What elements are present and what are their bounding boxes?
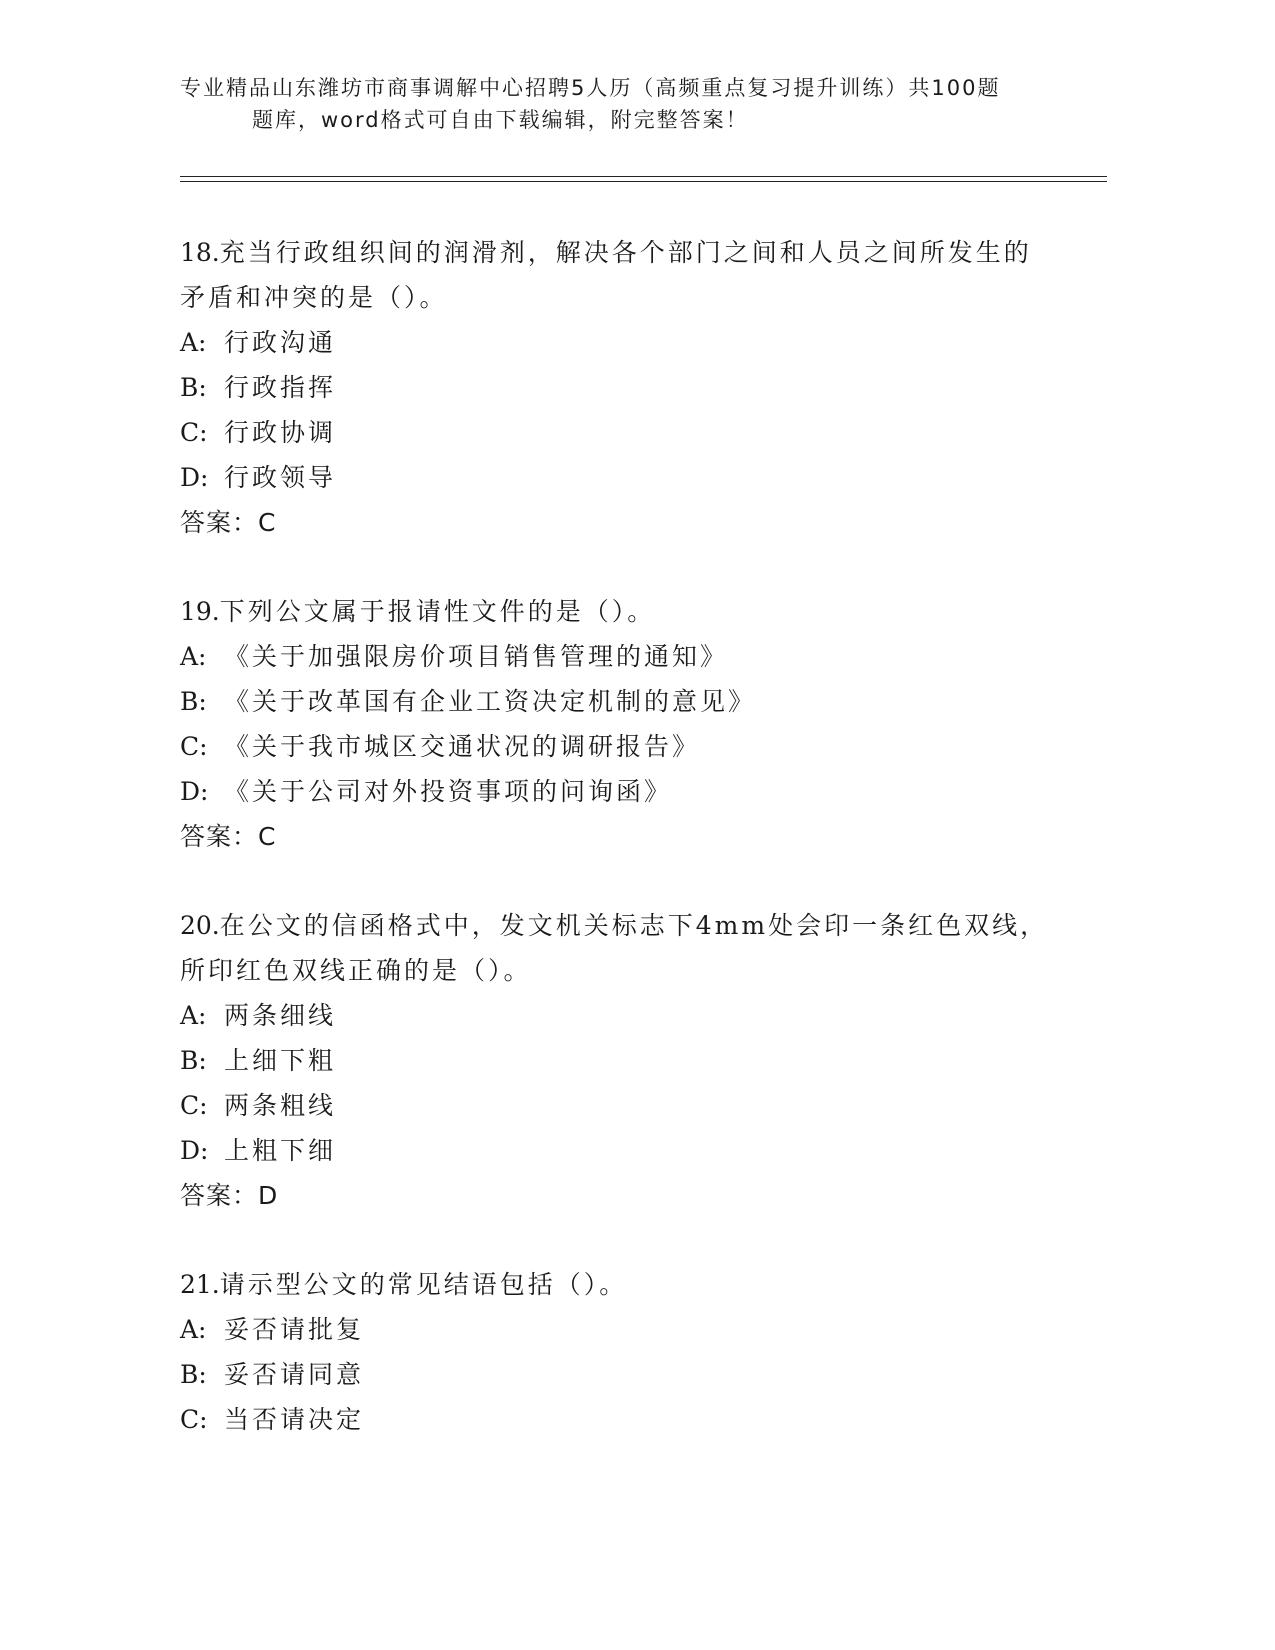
option-label: A: xyxy=(180,1001,207,1030)
option-a xyxy=(180,1307,1060,1352)
option-text: 当否请决定 xyxy=(224,1405,365,1434)
option-a xyxy=(180,320,1060,365)
option-b xyxy=(180,1038,1060,1083)
option-text: 《关于我市城区交通状况的调研报告》 xyxy=(224,732,701,761)
option-text: 行政沟通 xyxy=(224,328,337,357)
question-18 xyxy=(180,230,1060,545)
option-label: C: xyxy=(180,1091,208,1120)
option-text: 行政指挥 xyxy=(224,373,337,402)
option-label: D: xyxy=(180,463,209,492)
question-stem-line-1: 充当行政组织间的润滑剂，解决各个部门之间和人员之间所发生的 xyxy=(219,238,1032,267)
question-19 xyxy=(180,589,1060,859)
option-text: 妥否请批复 xyxy=(224,1315,365,1344)
option-text: 两条细线 xyxy=(224,1001,337,1030)
question-number: 21. xyxy=(180,1270,220,1299)
question-stem-line-2: 所印红色双线正确的是（）。 xyxy=(180,956,532,985)
option-a xyxy=(180,634,1060,679)
header-title-line-2: 题库，word格式可自由下载编辑，附完整答案！ xyxy=(252,108,749,132)
option-text: 《关于改革国有企业工资决定机制的意见》 xyxy=(224,687,757,716)
option-label: B: xyxy=(180,1360,207,1389)
option-label: A: xyxy=(180,328,207,357)
option-label: C: xyxy=(180,732,208,761)
answer-line: 答案：C xyxy=(180,822,277,851)
option-text: 行政领导 xyxy=(224,463,337,492)
answer-line: 答案：D xyxy=(180,1181,279,1210)
option-text: 《关于公司对外投资事项的问询函》 xyxy=(224,777,673,806)
question-stem-line-1: 下列公文属于报请性文件的是（）。 xyxy=(219,597,656,626)
option-c xyxy=(180,1083,1060,1128)
question-number: 18. xyxy=(180,238,220,267)
option-b xyxy=(180,1352,1060,1397)
option-c xyxy=(180,724,1060,769)
option-c xyxy=(180,410,1060,455)
question-stem xyxy=(180,903,1060,948)
document-header xyxy=(180,72,1110,136)
option-text: 两条粗线 xyxy=(224,1091,337,1120)
option-label: D: xyxy=(180,777,209,806)
question-stem-line-2: 矛盾和冲突的是（）。 xyxy=(180,283,448,312)
question-stem-line-1: 请示型公文的常见结语包括（）。 xyxy=(219,1270,628,1299)
header-divider-top xyxy=(180,176,1107,177)
option-label: B: xyxy=(180,1046,207,1075)
option-label: B: xyxy=(180,687,207,716)
option-b xyxy=(180,365,1060,410)
option-a xyxy=(180,993,1060,1038)
question-stem xyxy=(180,1262,1060,1307)
question-list xyxy=(180,230,1060,1486)
header-divider-bottom xyxy=(180,181,1107,182)
question-number: 19. xyxy=(180,597,220,626)
option-label: A: xyxy=(180,642,207,671)
option-label: D: xyxy=(180,1136,209,1165)
option-label: C: xyxy=(180,418,208,447)
option-text: 《关于加强限房价项目销售管理的通知》 xyxy=(224,642,729,671)
option-label: B: xyxy=(180,373,207,402)
option-d xyxy=(180,769,1060,814)
option-text: 上细下粗 xyxy=(224,1046,337,1075)
question-number: 20. xyxy=(180,911,220,940)
option-b xyxy=(180,679,1060,724)
answer-line: 答案：C xyxy=(180,508,277,537)
option-label: C: xyxy=(180,1405,208,1434)
question-stem-line-1: 在公文的信函格式中，发文机关标志下4mm处会印一条红色双线， xyxy=(219,911,1049,940)
option-text: 妥否请同意 xyxy=(224,1360,365,1389)
question-stem xyxy=(180,589,1060,634)
option-text: 行政协调 xyxy=(224,418,337,447)
question-stem xyxy=(180,230,1060,275)
option-c xyxy=(180,1397,1060,1442)
option-d xyxy=(180,1128,1060,1173)
question-21 xyxy=(180,1262,1060,1442)
option-d xyxy=(180,455,1060,500)
header-title-line-1: 专业精品山东潍坊市商事调解中心招聘5人历（高频重点复习提升训练）共100题 xyxy=(180,76,1001,100)
option-label: A: xyxy=(180,1315,207,1344)
option-text: 上粗下细 xyxy=(224,1136,337,1165)
question-20 xyxy=(180,903,1060,1218)
